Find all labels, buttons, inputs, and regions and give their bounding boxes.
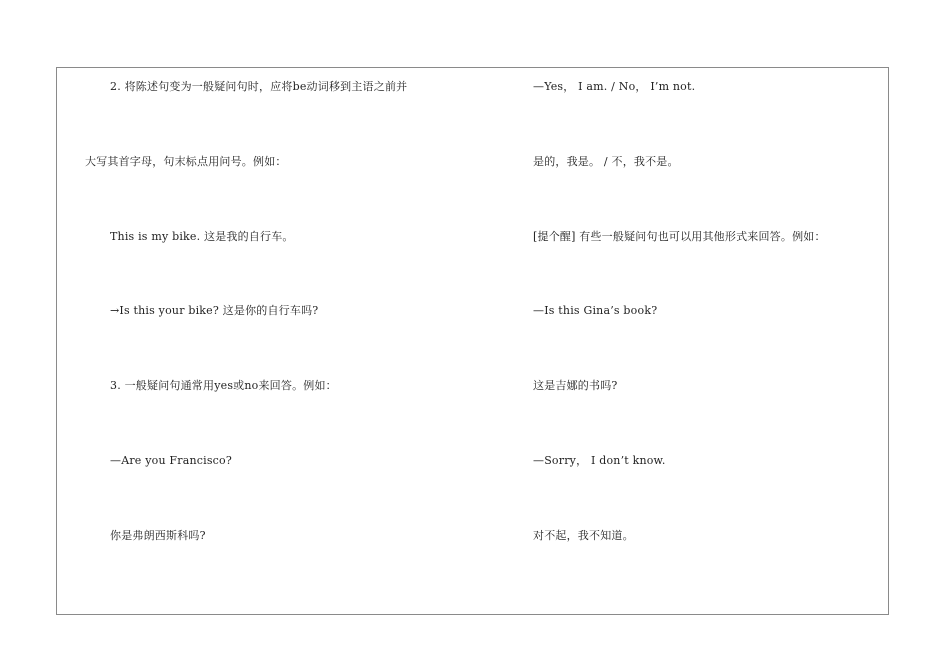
example-statement: This is my bike. 这是我的自行车。	[110, 230, 294, 243]
example-question: →Is this your bike? 这是你的自行车吗?	[110, 304, 319, 317]
example-answer-english: —Yes， I am. / No， I’m not.	[533, 80, 696, 93]
reminder-answer-english: —Sorry， I don’t know.	[533, 454, 666, 467]
reminder-note: [提个醒] 有些一般疑问句也可以用其他形式来回答。例如：	[533, 230, 826, 243]
rule-2-intro: 2. 将陈述句变为一般疑问句时，应将be动词移到主语之前并	[110, 80, 408, 93]
example-answer-chinese: 是的，我是。 / 不，我不是。	[533, 155, 679, 168]
reminder-question-chinese: 这是吉娜的书吗?	[533, 379, 618, 392]
example-question-chinese: 你是弗朗西斯科吗?	[110, 529, 206, 542]
rule-2-continuation: 大写其首字母，句末标点用问号。例如：	[85, 155, 287, 168]
example-question-english: —Are you Francisco?	[110, 454, 232, 467]
reminder-question-english: —Is this Gina’s book?	[533, 304, 658, 317]
reminder-answer-chinese: 对不起，我不知道。	[533, 529, 634, 542]
rule-3-intro: 3. 一般疑问句通常用yes或no来回答。例如：	[110, 379, 337, 392]
